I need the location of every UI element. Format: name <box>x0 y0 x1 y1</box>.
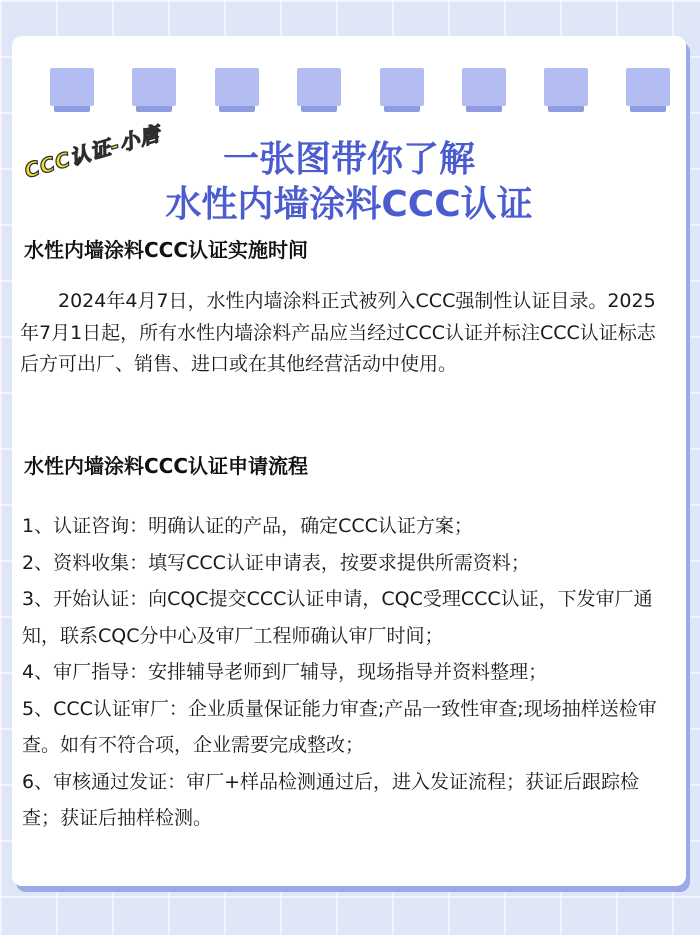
process-step: 6、审核通过发证：审厂+样品检测通过后，进入发证流程；获证后跟踪检查；获证后抽样检测。 <box>22 770 640 829</box>
page-title-line2: 水性内墙涂料CCC认证 <box>165 184 533 225</box>
binder-tab <box>462 68 506 106</box>
binder-tab <box>215 68 259 106</box>
content-card <box>12 36 686 886</box>
binder-tabs <box>12 68 686 112</box>
binder-tab <box>50 68 94 106</box>
page-title-line1: 一张图带你了解 <box>222 139 475 180</box>
process-step: 1、认证咨询：明确认证的产品，确定CCC认证方案； <box>22 515 473 537</box>
process-step: 4、审厂指导：安排辅导老师到厂辅导，现场指导并资料整理； <box>22 661 548 683</box>
ccc-stamp-label: CCC认证-小唐 <box>21 121 164 183</box>
timeline-paragraph: 2024年4月7日，水性内墙涂料正式被列入CCC强制性认证目录。2025年7月1日起，所有水性内墙涂料产品应当经过CCC认证并标注CCC认证标志后方可出厂、销售、进口或在其他经营活动中使用。 <box>20 290 656 375</box>
process-steps-list <box>22 508 672 837</box>
section-heading-timeline: 水性内墙涂料CCC认证实施时间 <box>24 238 309 262</box>
binder-tab <box>544 68 588 106</box>
section-heading-process: 水性内墙涂料CCC认证申请流程 <box>24 454 309 478</box>
binder-tab <box>380 68 424 106</box>
binder-tab <box>297 68 341 106</box>
binder-tab <box>626 68 670 106</box>
process-step: 2、资料收集：填写CCC认证申请表，按要求提供所需资料； <box>22 551 530 574</box>
process-step: 5、CCC认证审厂：企业质量保证能力审查;产品一致性审查;现场抽样送检审查。如有不符合项，企业需要完成整改； <box>22 697 657 756</box>
binder-tab <box>132 68 176 106</box>
process-step: 3、开始认证：向CQC提交CCC认证申请，CQC受理CCC认证，下发审厂通知，联系CQC分中心及审厂工程师确认审厂时间； <box>22 588 653 647</box>
